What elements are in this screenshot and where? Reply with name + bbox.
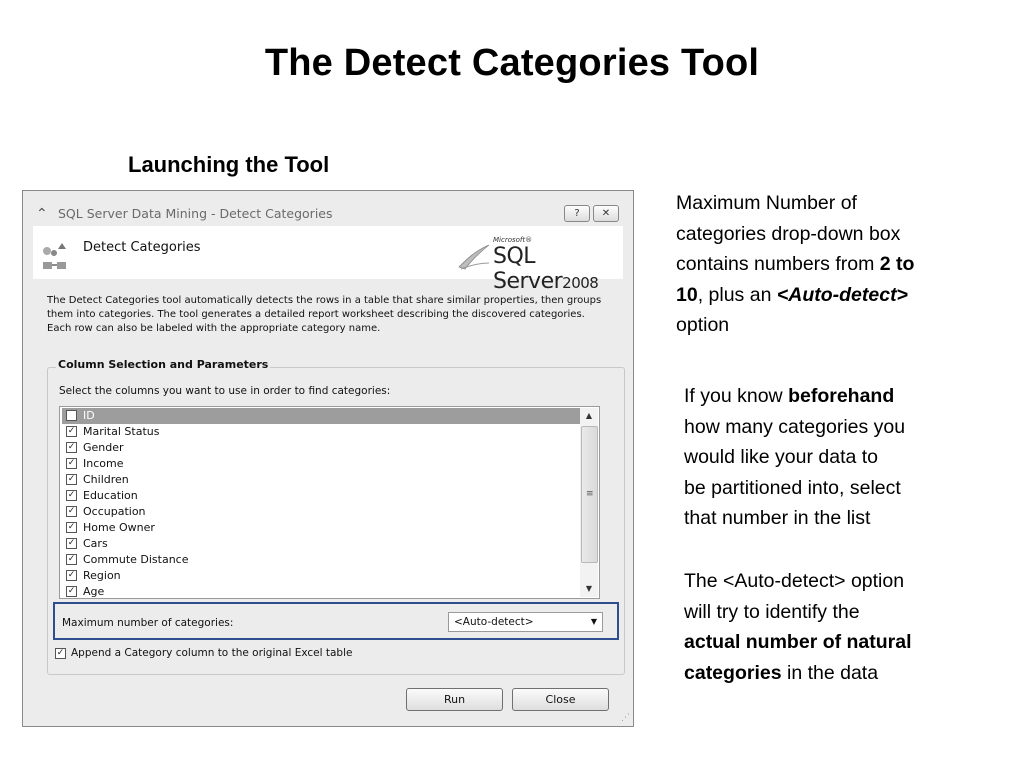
list-item[interactable]: ✓ Occupation <box>67 505 146 518</box>
list-item[interactable]: ✓ Income <box>67 457 124 470</box>
note-max-number: Maximum Number of categories drop-down box contains numbers from 2 to 10, plus an <Auto-detect> option <box>676 192 915 336</box>
list-item[interactable]: ✓ Region <box>67 569 121 582</box>
column-checkbox[interactable]: ✓ <box>67 474 76 484</box>
append-checkbox[interactable]: ✓ <box>56 648 65 658</box>
list-item[interactable]: ✓ Marital Status <box>67 425 160 438</box>
scroll-down-arrow-icon[interactable]: ▼ <box>585 584 593 593</box>
append-category-option[interactable] <box>55 646 455 662</box>
slide-title: The Detect Categories Tool <box>264 42 760 84</box>
title-bar <box>23 191 633 225</box>
group-title: Column Selection and Parameters <box>58 358 269 371</box>
resize-grip-icon[interactable]: ⋰ <box>621 713 630 723</box>
dropdown-value: <Auto-detect> <box>454 616 534 628</box>
list-item[interactable]: ✓ Gender <box>67 441 124 454</box>
note-auto-detect: The <Auto-detect> option will try to identify the actual number of natural categories in the data <box>684 570 912 684</box>
column-checkbox[interactable]: ✓ <box>67 506 76 516</box>
column-checkbox[interactable] <box>66 410 77 421</box>
list-scrollbar[interactable] <box>580 408 598 597</box>
data-mining-icon: ⌃ <box>36 206 48 222</box>
max-categories-label: Maximum number of categories: <box>62 617 234 629</box>
microsoft-wordmark: Microsoft® <box>493 236 533 244</box>
help-button[interactable]: ? <box>564 205 590 222</box>
column-checkbox[interactable]: ✓ <box>67 426 76 436</box>
max-categories-dropdown[interactable] <box>448 612 603 632</box>
column-checkbox[interactable]: ✓ <box>67 554 76 564</box>
column-checkbox[interactable]: ✓ <box>67 522 76 532</box>
column-checkbox[interactable]: ✓ <box>67 490 76 500</box>
sql-server-wordmark: SQL Server2008 <box>493 244 599 294</box>
select-columns-label: Select the columns you want to use in order to find categories: <box>59 385 391 397</box>
list-item[interactable]: ID <box>62 408 580 424</box>
columns-listbox[interactable] <box>59 406 600 599</box>
run-button[interactable]: Run <box>406 688 503 711</box>
sql-server-logo <box>457 236 622 294</box>
window-close-button[interactable]: ✕ <box>593 205 619 222</box>
list-item[interactable]: ✓ Age <box>67 585 105 598</box>
sql-server-swoosh-icon <box>457 241 491 271</box>
banner-title: Detect Categories <box>83 240 201 255</box>
scroll-thumb[interactable] <box>581 426 598 563</box>
tool-description: The Detect Categories tool automatically detects the rows in a table that share similar properties, then groups them into categories. The tool generates a detailed report worksheet describing the discovered categories. Each row can also be labeled with the appropriate category name. <box>47 295 602 334</box>
column-checkbox[interactable]: ✓ <box>67 458 76 468</box>
list-item[interactable]: ✓ Commute Distance <box>67 553 189 566</box>
list-item[interactable]: ✓ Home Owner <box>67 521 155 534</box>
append-label: Append a Category column to the original Excel table <box>71 647 353 659</box>
close-button[interactable]: Close <box>512 688 609 711</box>
note-beforehand: If you know beforehand how many categories you would like your data to be partitioned into, select that number in the list <box>684 385 906 529</box>
scroll-up-arrow-icon[interactable]: ▲ <box>585 411 593 420</box>
list-item[interactable]: ✓ Education <box>67 489 138 502</box>
header-banner <box>33 226 623 294</box>
window-title: SQL Server Data Mining - Detect Categories <box>58 206 333 221</box>
max-categories-highlight <box>53 602 619 640</box>
detect-categories-dialog <box>22 190 634 727</box>
detect-categories-icon <box>40 240 72 272</box>
list-item[interactable]: ✓ Children <box>67 473 129 486</box>
slide-subtitle: Launching the Tool <box>128 152 330 177</box>
column-checkbox[interactable]: ✓ <box>67 442 76 452</box>
grip-icon: ≡ <box>586 489 594 499</box>
sql-server-version: 2008 <box>562 274 599 292</box>
list-item[interactable]: ✓ Cars <box>67 537 108 550</box>
column-checkbox[interactable]: ✓ <box>67 570 76 580</box>
chevron-down-icon[interactable]: ▼ <box>590 617 597 626</box>
column-checkbox[interactable]: ✓ <box>67 538 76 548</box>
column-checkbox[interactable]: ✓ <box>67 586 76 596</box>
